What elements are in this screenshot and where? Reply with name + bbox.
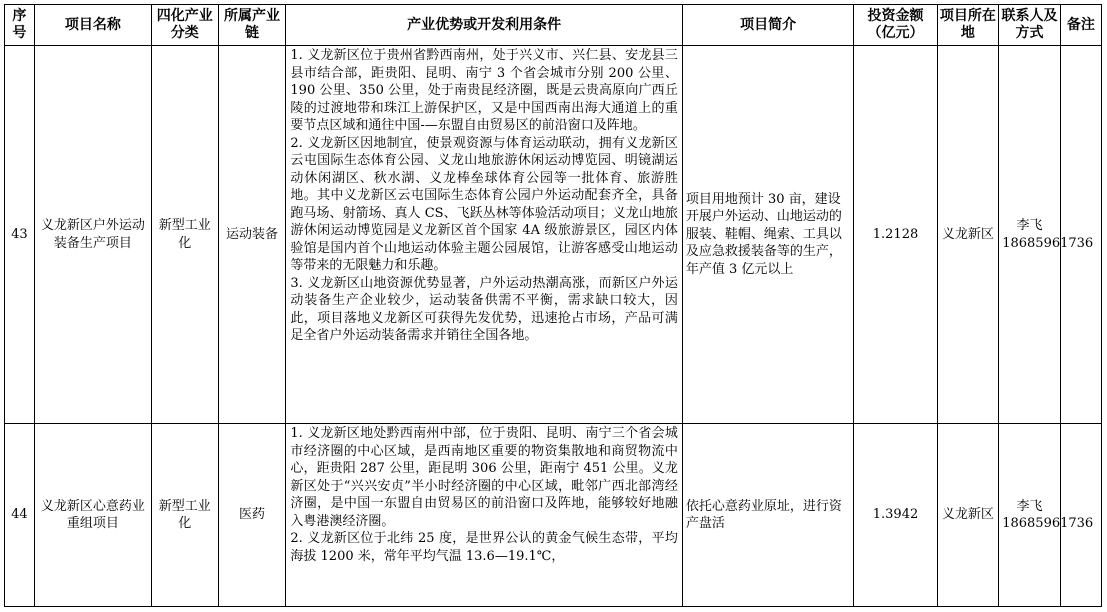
cell-advantages (286, 424, 682, 607)
cell-intro: 依托心意药业原址，进行资产盘活 (682, 424, 854, 607)
header-advantages: 产业优势或开发利用条件 (286, 5, 682, 46)
cell-location: 义龙新区 (937, 424, 999, 607)
cell-category: 新型工业化 (151, 424, 218, 607)
cell-notes (1060, 46, 1101, 424)
header-contact: 联系人及方式 (999, 5, 1061, 46)
header-investment: 投资金额（亿元） (854, 5, 937, 46)
advantages-clip (290, 425, 677, 603)
header-category: 四化产业分类 (151, 5, 218, 46)
cell-notes (1060, 424, 1101, 607)
contact-phone: 18685961736 (1002, 516, 1094, 531)
cell-contact (999, 46, 1094, 424)
cell-advantages (286, 46, 682, 424)
header-seq: 序号 (5, 5, 35, 46)
table-row (5, 46, 1102, 424)
cell-location: 义龙新区 (937, 46, 999, 424)
cell-project-name: 义龙新区心意药业重组项目 (34, 424, 151, 607)
cell-contact (999, 424, 1094, 607)
cell-seq: 44 (5, 424, 35, 607)
contact-name: 李飞 (1016, 218, 1043, 233)
cell-intro: 项目用地预计 30 亩，建设开展户外运动、山地运动的服装、鞋帽、绳索、工具以及应急救援装备等的生产，年产值 3 亿元以上 (682, 46, 854, 424)
advantage-paragraph: 2. 义龙新区位于北纬 25 度，是世界公认的黄金气候生态带，平均海拔 1200 米，常年平均气温 13.6—19.1℃， (290, 531, 678, 564)
contact-phone: 18685961736 (1002, 235, 1094, 251)
header-chain: 所属产业链 (218, 5, 286, 46)
project-table (4, 4, 1102, 607)
header-location: 项目所在地 (937, 5, 999, 46)
cell-category: 新型工业化 (151, 46, 218, 424)
header-notes: 备注 (1060, 5, 1101, 46)
cell-investment: 1.2128 (854, 46, 937, 424)
advantage-paragraph: 2. 义龙新区因地制宜，使景观资源与体育运动联动，拥有义龙新区云屯国际生态体育公园、义龙山地旅游休闲运动博览园、明镜湖运动休闲湖区、秋水湖、义龙棒垒球体育公园等一批体育、旅游胜地。其中义龙新区云屯国际生态体育公园户外运动配套齐全，具备跑马场、射箭场、真人 CS、飞跃丛林等体验活动项目；义龙山地旅游休闲运动博览园是义龙新区首个国家 4A 级旅游景区，园区内体验馆是国内首个山地运动体验主题公园展馆，让游客感受山地运动等带来的无限魅力和乐趣。 (290, 135, 678, 273)
contact-name: 李飞 (1016, 498, 1043, 514)
header-intro: 项目简介 (682, 5, 854, 46)
advantage-paragraph: 1. 义龙新区位于贵州省黔西南州，处于兴义市、兴仁县、安龙县三县市结合部，距贵阳、昆明、南宁 3 个省会城市分别 200 公里、190 公里、350 公里，处于南贵昆经济圈，既是云贵高原向广西丘陵的过渡地带和珠江上游保护区，又是中国西南出海大通道上的重要节点区域和通往中国-—东盟自由贸易区的前沿窗口及阵地。 (290, 48, 678, 133)
table-row (5, 424, 1102, 607)
cell-project-name: 义龙新区户外运动装备生产项目 (34, 46, 151, 424)
header-name: 项目名称 (34, 5, 151, 46)
cell-seq: 43 (5, 46, 35, 424)
header-row (5, 5, 1102, 46)
cell-chain: 运动装备 (218, 46, 286, 424)
cell-investment: 1.3942 (854, 424, 937, 607)
advantage-paragraph: 1. 义龙新区地处黔西南州中部，位于贵阳、昆明、南宁三个省会城市经济圈的中心区域，是西南地区重要的物资集散地和商贸物流中心，距贵阳 287 公里，距昆明 306 公里，距南宁 451 公里。义龙新区处于“兴兴安贞”半小时经济圈的中心区域，毗邻广西北部湾经济圈，是中国一东盟自由贸易区的前沿窗口及阵地，能够较好地融入粤港澳经济圈。 (290, 426, 678, 529)
cell-chain: 医药 (218, 424, 286, 607)
advantage-paragraph: 3. 义龙新区山地资源优势显著，户外运动热潮高涨，而新区户外运动装备生产企业较少，运动装备供需不平衡，需求缺口较大，因此，项目落地义龙新区可获得先发优势，迅速抢占市场，产品可满足全省户外运动装备需求并销往全国各地。 (290, 275, 678, 343)
